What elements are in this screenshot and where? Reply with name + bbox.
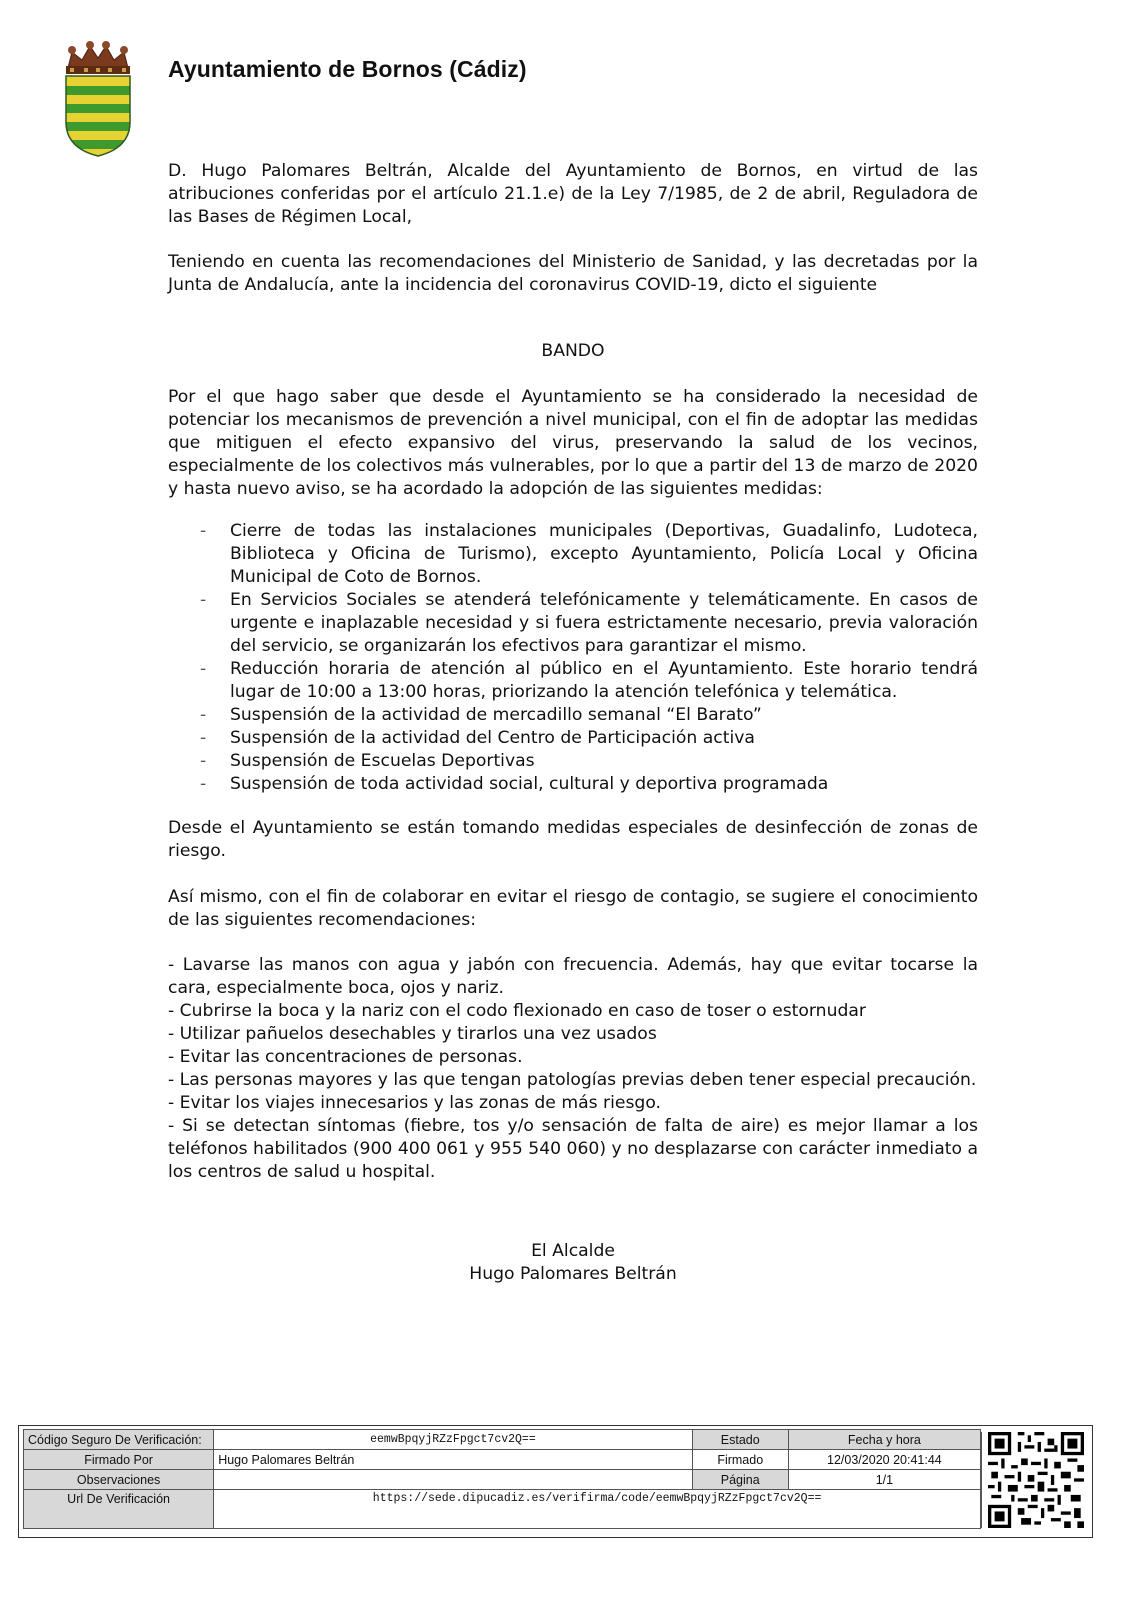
list-item — [168, 520, 978, 589]
measure-text: Suspensión de Escuelas Deportivas — [230, 751, 535, 771]
pagina-label: Página — [692, 1470, 788, 1490]
bullet-dash: - — [200, 659, 207, 679]
disinfection-paragraph — [168, 817, 978, 863]
bullet-dash: - — [200, 705, 207, 725]
intro-paragraph — [168, 160, 978, 229]
measure-text: Reducción horaria de atención al público en el Ayuntamiento. Este horario tendrá lugar de 10:00 a 13:00 horas, priorizando la atención telefónica y telemática. — [230, 659, 978, 702]
observaciones-label: Observaciones — [24, 1470, 214, 1490]
estado-value: Firmado — [692, 1450, 788, 1470]
csv-label: Código Seguro De Verificación: — [24, 1430, 214, 1450]
list-item — [168, 658, 978, 704]
firmado-por-value: Hugo Palomares Beltrán — [214, 1450, 693, 1470]
bullet-dash: - — [200, 774, 207, 794]
context-paragraph — [168, 251, 978, 297]
list-item — [168, 750, 978, 773]
bando-heading: BANDO — [541, 341, 605, 361]
measure-text: Suspensión de toda actividad social, cultural y deportiva programada — [230, 774, 829, 794]
signature-block — [168, 1240, 978, 1286]
context-text: Teniendo en cuenta las recomendaciones del Ministerio de Sanidad, y las decretadas por la Junta de Andalucía, ante la incidencia del coronavirus COVID-19, dicto el siguiente — [168, 252, 978, 295]
list-item: - Utilizar pañuelos desechables y tirarlos una vez usados — [168, 1024, 657, 1044]
pagina-value: 1/1 — [788, 1470, 980, 1490]
recommend-intro-paragraph — [168, 886, 978, 932]
disinfection-text: Desde el Ayuntamiento se están tomando medidas especiales de desinfección de zonas de riesgo. — [168, 818, 978, 861]
measures-list — [168, 520, 978, 796]
csv-value: eemwBpqyjRZzFpgct7cv2Q== — [214, 1430, 693, 1450]
firmado-por-label: Firmado Por — [24, 1450, 214, 1470]
list-item — [168, 773, 978, 796]
signature-name: Hugo Palomares Beltrán — [469, 1264, 677, 1284]
list-item — [168, 589, 978, 658]
measure-text: Cierre de todas las instalaciones municipales (Deportivas, Guadalinfo, Ludoteca, Biblioteca y Oficina de Turismo), excepto Ayuntamiento, Policía Local y Oficina Municipal de Coto de Bornos. — [230, 521, 978, 587]
list-item — [168, 704, 978, 727]
bullet-dash: - — [200, 751, 207, 771]
measure-text: Suspensión de la actividad del Centro de Participación activa — [230, 728, 755, 748]
coat-of-arms-icon — [58, 40, 138, 158]
list-item: - Evitar los viajes innecesarios y las zonas de más riesgo. — [168, 1093, 661, 1113]
fecha-value: 12/03/2020 20:41:44 — [788, 1450, 980, 1470]
page-title: Ayuntamiento de Bornos (Cádiz) — [168, 56, 527, 82]
recommendations-list — [168, 954, 978, 1184]
measure-text: En Servicios Sociales se atenderá telefónicamente y telemáticamente. En casos de urgente e inaplazable necesidad y si fuera estrictamente necesario, previa valoración del servicio, se organizarán los efectivos para garantizar el mismo. — [230, 590, 978, 656]
bullet-dash: - — [200, 590, 207, 610]
verification-url-link[interactable]: https://sede.dipucadiz.es/verifirma/code/eemwBpqyjRZzFpgct7cv2Q== — [214, 1490, 981, 1529]
fecha-label: Fecha y hora — [788, 1430, 980, 1450]
estado-label: Estado — [692, 1430, 788, 1450]
list-item: - Evitar las concentraciones de personas. — [168, 1047, 523, 1067]
url-label: Url De Verificación — [24, 1490, 214, 1529]
bullet-dash: - — [200, 728, 207, 748]
list-item: - Lavarse las manos con agua y jabón con frecuencia. Además, hay que evitar tocarse la cara, especialmente boca, ojos y nariz. — [168, 955, 978, 998]
recommend-intro-text: Así mismo, con el fin de colaborar en evitar el riesgo de contagio, se sugiere el conocimiento de las siguientes recomendaciones: — [168, 887, 978, 930]
qr-code-icon[interactable] — [981, 1432, 1084, 1528]
verification-table — [23, 1429, 981, 1529]
verification-box — [18, 1425, 1093, 1538]
bando-paragraph — [168, 386, 978, 501]
observaciones-value — [214, 1470, 693, 1490]
bando-text: Por el que hago saber que desde el Ayuntamiento se ha considerado la necesidad de potenciar los mecanismos de prevención a nivel municipal, con el fin de adoptar las medidas que mitiguen el efecto expansivo del virus, preservando la salud de los vecinos, especialmente de los colectivos más vulnerables, por lo que a partir del 13 de marzo de 2020 y hasta nuevo aviso, se ha acordado la adopción de las siguientes medidas: — [168, 387, 978, 499]
list-item — [168, 727, 978, 750]
list-item: - Las personas mayores y las que tengan patologías previas deben tener especial precaución. — [168, 1070, 977, 1090]
signature-role: El Alcalde — [531, 1241, 615, 1261]
measure-text: Suspensión de la actividad de mercadillo semanal “El Barato” — [230, 705, 762, 725]
bullet-dash: - — [200, 521, 207, 541]
list-item: - Cubrirse la boca y la nariz con el codo flexionado en caso de toser o estornudar — [168, 1001, 866, 1021]
intro-text: D. Hugo Palomares Beltrán, Alcalde del Ayuntamiento de Bornos, en virtud de las atribuciones conferidas por el artículo 21.1.e) de la Ley 7/1985, de 2 de abril, Reguladora de las Bases de Régimen Local, — [168, 161, 978, 227]
list-item: - Si se detectan síntomas (fiebre, tos y/o sensación de falta de aire) es mejor llamar a los teléfonos habilitados (900 400 061 y 955 540 060) y no desplazarse con carácter inmediato a los centros de salud u hospital. — [168, 1116, 978, 1182]
